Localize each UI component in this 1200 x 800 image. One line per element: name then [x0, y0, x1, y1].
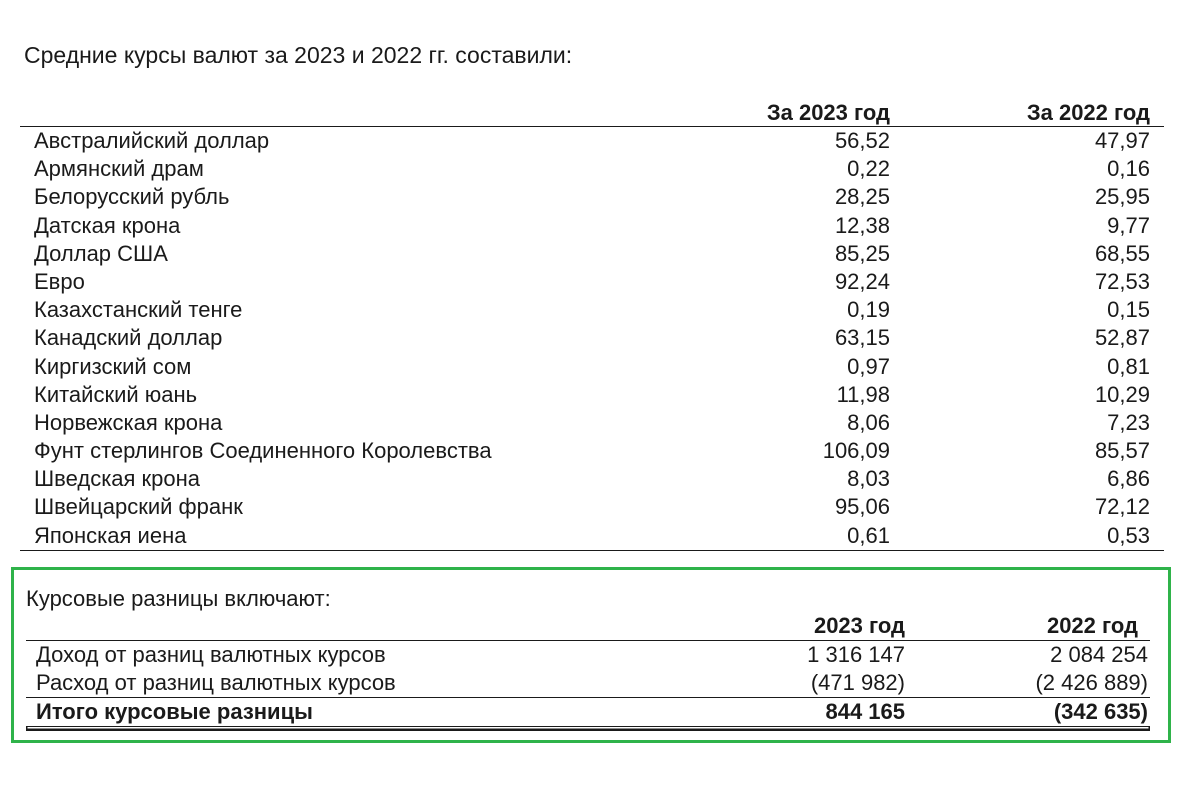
- fx-header-row: [26, 612, 1150, 641]
- rates-body: [20, 127, 1164, 550]
- rate-2023: 0,97: [847, 353, 890, 379]
- rate-2022: 85,57: [1094, 438, 1150, 464]
- currency-name: Белорусский рубль: [34, 184, 230, 210]
- fx-total-2023: 844 165: [825, 699, 905, 724]
- currency-name: Киргизский сом: [34, 353, 192, 379]
- currency-name: Фунт стерлингов Соединенного Королевства: [34, 438, 492, 464]
- currency-name: Японская иена: [34, 522, 187, 548]
- rate-2023: 63,15: [834, 325, 890, 351]
- fx-header-2022: 2022 год: [1046, 613, 1138, 638]
- currency-name: Швейцарский франк: [34, 494, 243, 520]
- fx-value-2023: 1 316 147: [807, 642, 905, 667]
- currency-name: Норвежская крона: [34, 409, 223, 435]
- fx-header-2023: 2023 год: [813, 613, 905, 638]
- table-row: [20, 324, 1164, 352]
- table-row: [20, 465, 1164, 493]
- currency-name: Китайский юань: [34, 381, 198, 407]
- table-row: [20, 268, 1164, 296]
- currency-name: Австралийский доллар: [34, 128, 270, 153]
- rate-2022: 72,12: [1094, 494, 1150, 520]
- rate-2022: 0,15: [1107, 297, 1150, 323]
- rate-2023: 0,61: [847, 522, 890, 548]
- rate-2022: 0,53: [1107, 522, 1150, 548]
- fx-total-label: Итого курсовые разницы: [36, 699, 313, 724]
- rates-header-2023: За 2023 год: [766, 100, 890, 125]
- table-row: [20, 127, 1164, 155]
- rate-2022: 6,86: [1107, 466, 1150, 492]
- rate-2023: 28,25: [834, 184, 890, 210]
- fx-differences-title: Курсовые разницы включают:: [26, 586, 331, 611]
- rates-header-2022: За 2022 год: [1026, 100, 1150, 125]
- rate-2022: 47,97: [1094, 128, 1150, 153]
- rate-2022: 0,81: [1107, 353, 1150, 379]
- fx-differences-table: [26, 612, 1150, 727]
- currency-name: Датская крона: [34, 212, 181, 238]
- rate-2023: 11,98: [836, 381, 890, 407]
- rate-2023: 85,25: [834, 240, 890, 266]
- rate-2023: 95,06: [834, 494, 890, 520]
- rate-2023: 8,06: [847, 409, 890, 435]
- table-row: [20, 437, 1164, 465]
- rate-2023: 12,38: [834, 212, 890, 238]
- table-row: [20, 353, 1164, 381]
- fx-value-2022: (2 426 889): [1035, 670, 1148, 695]
- table-row: [20, 493, 1164, 521]
- rate-2022: 25,95: [1094, 184, 1150, 210]
- table-row: [20, 183, 1164, 211]
- table-row: [26, 669, 1150, 697]
- table-row: [20, 522, 1164, 550]
- rate-2023: 8,03: [847, 466, 890, 492]
- fx-item-name: Расход от разниц валютных курсов: [36, 670, 396, 695]
- fx-value-2023: (471 982): [810, 670, 905, 695]
- fx-item-name: Доход от разниц валютных курсов: [36, 642, 386, 667]
- currency-name: Доллар США: [34, 240, 168, 266]
- rate-2022: 0,16: [1107, 156, 1150, 182]
- currency-name: Армянский драм: [34, 156, 204, 182]
- table-row: [20, 409, 1164, 437]
- rates-bottom-rule: [20, 550, 1164, 551]
- currency-rates-table: [20, 100, 1164, 551]
- fx-value-2022: 2 084 254: [1050, 642, 1148, 667]
- table-row: [20, 296, 1164, 324]
- rate-2023: 0,19: [847, 297, 890, 323]
- table-row: [26, 641, 1150, 669]
- currency-name: Канадский доллар: [34, 325, 223, 351]
- currency-name: Шведская крона: [34, 466, 201, 492]
- rate-2023: 0,22: [847, 156, 890, 182]
- fx-total-row: [26, 697, 1150, 727]
- rate-2023: 56,52: [834, 128, 890, 153]
- rate-2022: 7,23: [1107, 409, 1150, 435]
- intro-text: Средние курсы валют за 2023 и 2022 гг. составили:: [24, 42, 573, 68]
- fx-total-2022: (342 635): [1053, 699, 1148, 724]
- rate-2022: 68,55: [1094, 240, 1150, 266]
- rates-header-row: [20, 100, 1164, 127]
- rate-2022: 52,87: [1094, 325, 1150, 351]
- table-row: [20, 381, 1164, 409]
- fx-differences-box: [11, 567, 1171, 743]
- currency-name: Казахстанский тенге: [34, 297, 243, 323]
- table-row: [20, 212, 1164, 240]
- rate-2022: 10,29: [1094, 381, 1150, 407]
- rate-2023: 106,09: [822, 438, 890, 464]
- fx-body: [26, 641, 1150, 697]
- rate-2022: 72,53: [1094, 268, 1150, 294]
- currency-name: Евро: [34, 268, 85, 294]
- table-row: [20, 155, 1164, 183]
- table-row: [20, 240, 1164, 268]
- rate-2022: 9,77: [1107, 212, 1150, 238]
- rate-2023: 92,24: [834, 268, 890, 294]
